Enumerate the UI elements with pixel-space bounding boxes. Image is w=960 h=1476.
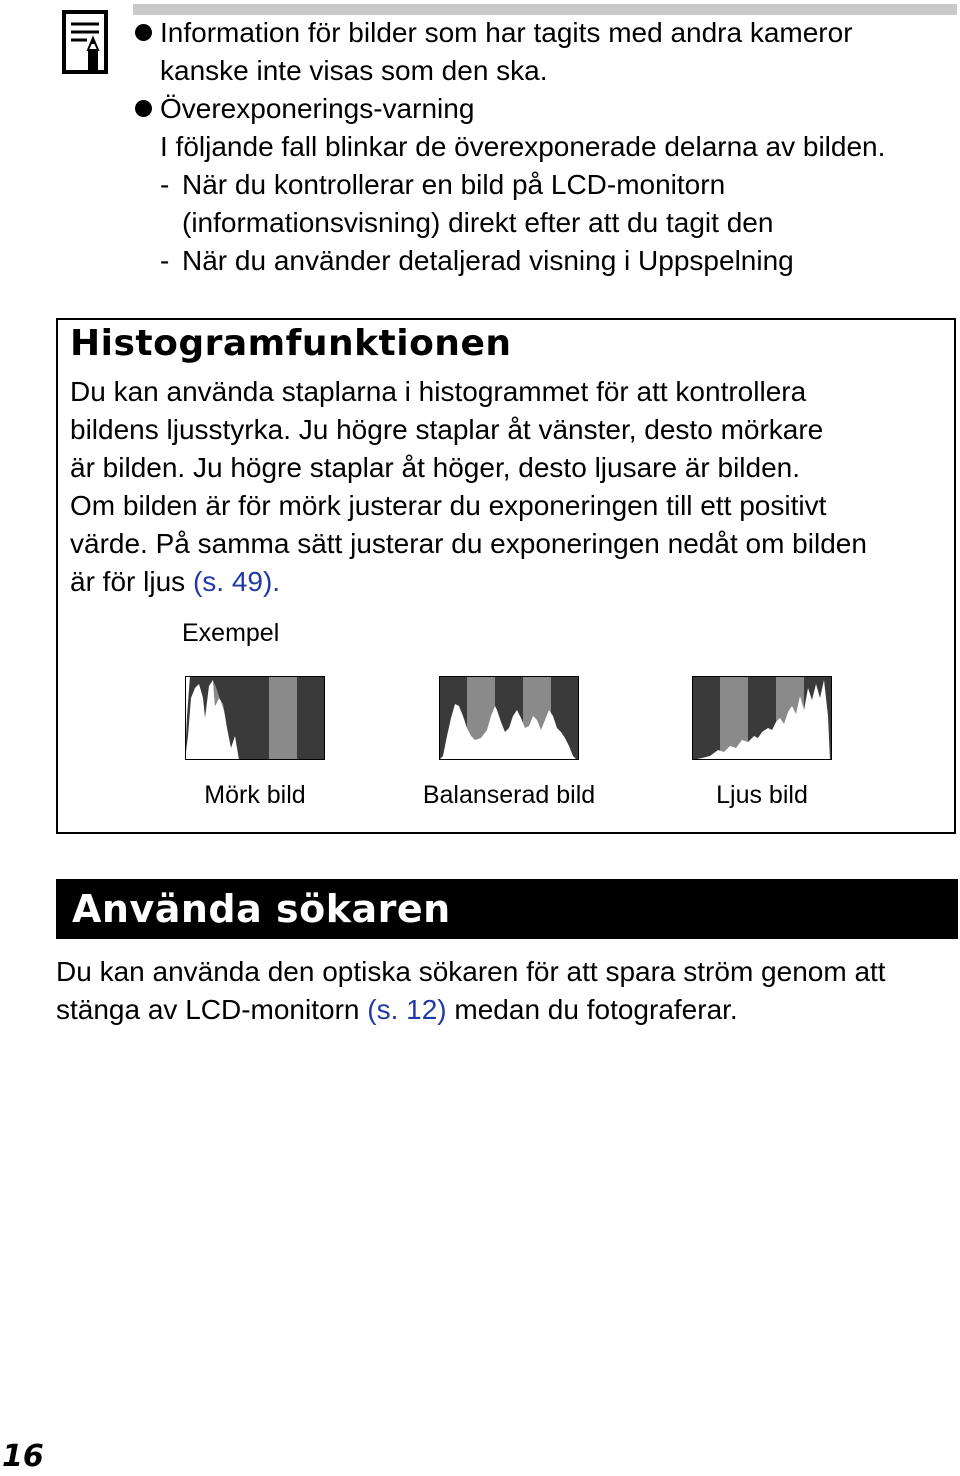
dark-histogram-icon [185,676,325,760]
paragraph-line: värde. På samma sätt justerar du exponeringen nedåt om bilden [70,528,867,559]
page-number: 16 [2,1439,44,1474]
note-dash-item: - När du använder detaljerad visning i Uppspelning [160,245,794,276]
balanced-histogram-icon [439,676,579,760]
paragraph-line: Du kan använda den optiska sökaren för att spara ström genom att [56,956,886,987]
paragraph-line: bildens ljusstyrka. Ju högre staplar åt vänster, desto mörkare [70,414,824,445]
histogram-description [70,373,950,601]
paragraph-line: är bilden. Ju högre staplar åt höger, desto ljusare är bilden. [70,452,801,483]
page-reference-link[interactable]: (s. 49) [192,566,273,597]
example-label: Exempel [182,619,280,647]
histogram-caption: Mörk bild [204,781,306,809]
section-title: Använda sökaren [72,887,451,931]
note-bullet: Överexponerings-varning [135,90,955,128]
section-title: Histogramfunktionen [70,323,512,364]
paragraph-line: stänga av LCD-monitorn (s. 12) medan du fotograferar. [56,994,738,1025]
bullet-icon [135,100,152,117]
notes-list [135,14,955,280]
histogram-info-box [56,318,956,834]
note-text: I följande fall blinkar de överexponerade delarna av bilden. [160,131,886,162]
note-bullet: Information för bilder som har tagits med andra kameror [135,14,955,52]
histogram-caption: Ljus bild [716,781,808,809]
note-text: (informationsvisning) direkt efter att du tagit den [182,207,774,238]
section-header-bar [56,879,958,939]
paragraph-line: Du kan använda staplarna i histogrammet för att kontrollera [70,376,807,407]
paragraph-line: Om bilden är för mörk justerar du exponeringen till ett positivt [70,490,827,521]
histogram-caption: Balanserad bild [422,781,596,809]
page-reference-link[interactable]: (s. 12) [367,994,447,1025]
bullet-icon [135,24,152,41]
viewfinder-description [56,953,956,1029]
note-text: kanske inte visas som den ska. [160,55,548,86]
note-dash-item: - När du kontrollerar en bild på LCD-monitorn [160,169,726,200]
paragraph-line: är för ljus (s. 49). [70,566,281,597]
memo-pencil-icon [62,10,112,76]
bright-histogram-icon [692,676,832,760]
